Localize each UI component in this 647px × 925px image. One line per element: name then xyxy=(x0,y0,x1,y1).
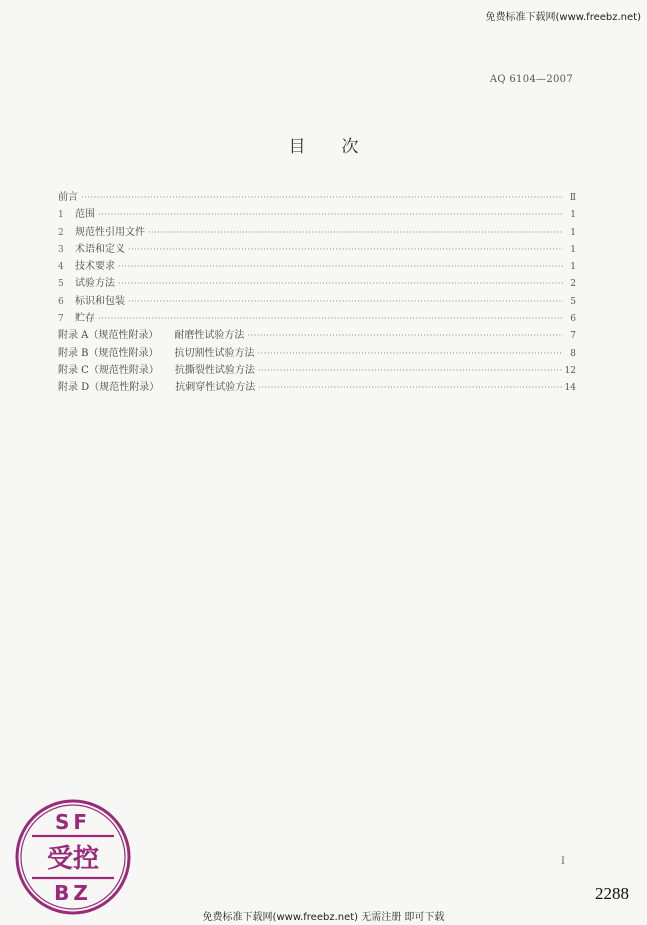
toc-entry-title: 抗切割性试验方法 xyxy=(174,347,255,359)
toc-entry-title: 贮存 xyxy=(75,313,95,325)
toc-entry-appendix-label: 附录 B（规范性附录） xyxy=(58,347,159,359)
toc-entry-page: 7 xyxy=(570,331,576,342)
standard-number: AQ 6104—2007 xyxy=(489,74,573,85)
toc-entry-title: 规范性引用文件 xyxy=(75,226,145,238)
toc-entry-page: 1 xyxy=(570,227,576,238)
toc-title xyxy=(0,132,647,157)
header-watermark: 免费标准下载网(www.freebz.net) xyxy=(485,12,641,23)
toc-entry-appendix-label: 附录 C（规范性附录） xyxy=(58,364,159,376)
footer-watermark: 免费标准下载网(www.freebz.net) 无需注册 即可下载 xyxy=(202,912,445,923)
toc-entry-number: 3 xyxy=(58,244,64,255)
toc-entry-page: Ⅱ xyxy=(569,193,576,203)
toc-dot-leader xyxy=(98,310,563,327)
toc-title-char: 次 xyxy=(341,137,359,157)
toc-dot-leader xyxy=(118,258,563,275)
control-stamp xyxy=(14,798,132,916)
toc-entry xyxy=(58,293,576,310)
toc-entry-title: 标识和包装 xyxy=(75,295,125,307)
toc-entry-page: 1 xyxy=(570,210,576,221)
stamp-text-top: SF xyxy=(54,810,92,834)
toc-entry-number: 2 xyxy=(58,227,64,238)
toc-entry-number: 7 xyxy=(58,314,64,325)
toc-entry-title: 术语和定义 xyxy=(75,243,125,255)
toc-entry-appendix-label: 附录 A（规范性附录） xyxy=(58,330,159,342)
toc-entry-page: 5 xyxy=(570,296,576,307)
toc-list xyxy=(58,189,576,397)
toc-entry xyxy=(58,206,576,223)
toc-entry xyxy=(58,275,576,292)
toc-entry xyxy=(58,310,576,327)
toc-entry xyxy=(58,345,576,362)
toc-entry-appendix-label: 附录 D（规范性附录） xyxy=(58,382,160,394)
toc-entry-page: 8 xyxy=(570,348,576,359)
toc-entry-page: 6 xyxy=(570,314,576,325)
toc-entry xyxy=(58,258,576,275)
toc-entry-page: 2 xyxy=(570,279,576,290)
toc-dot-leader xyxy=(118,275,563,292)
toc-entry xyxy=(58,362,576,379)
page-counter: 2288 xyxy=(595,884,629,903)
folio: I xyxy=(561,856,565,867)
toc-dot-leader xyxy=(128,293,563,310)
toc-entry-page: 1 xyxy=(570,244,576,255)
toc-dot-leader xyxy=(258,362,562,379)
toc-entry-title: 耐磨性试验方法 xyxy=(174,330,245,342)
stamp-text-middle: 受控 xyxy=(46,844,100,874)
toc-dot-leader xyxy=(81,189,563,206)
toc-entry-number: 4 xyxy=(58,262,64,273)
toc-title-char: 目 xyxy=(288,137,306,157)
toc-dot-leader xyxy=(148,224,563,241)
toc-entry-title: 试验方法 xyxy=(75,278,115,290)
toc-entry-title: 前言 xyxy=(58,192,78,203)
toc-dot-leader xyxy=(258,345,563,362)
toc-entry-page: 14 xyxy=(564,383,576,394)
toc-entry-title: 技术要求 xyxy=(75,261,115,273)
toc-entry xyxy=(58,379,576,396)
stamp-text-bottom: BZ xyxy=(54,881,92,905)
toc-entry xyxy=(58,327,576,344)
toc-dot-leader xyxy=(258,379,561,396)
toc-entry-number: 5 xyxy=(58,279,64,290)
toc-dot-leader xyxy=(98,206,563,223)
toc-entry-page: 1 xyxy=(570,262,576,273)
toc-entry-page: 12 xyxy=(564,365,576,376)
toc-entry xyxy=(58,189,576,206)
toc-entry xyxy=(58,241,576,258)
toc-entry-title: 抗刺穿性试验方法 xyxy=(175,382,256,394)
toc-entry xyxy=(58,224,576,241)
toc-entry-number: 6 xyxy=(58,296,64,307)
toc-entry-number: 1 xyxy=(58,210,64,221)
toc-dot-leader xyxy=(247,327,563,344)
toc-dot-leader xyxy=(128,241,563,258)
toc-entry-title: 抗撕裂性试验方法 xyxy=(174,364,255,376)
toc-entry-title: 范围 xyxy=(75,209,95,221)
